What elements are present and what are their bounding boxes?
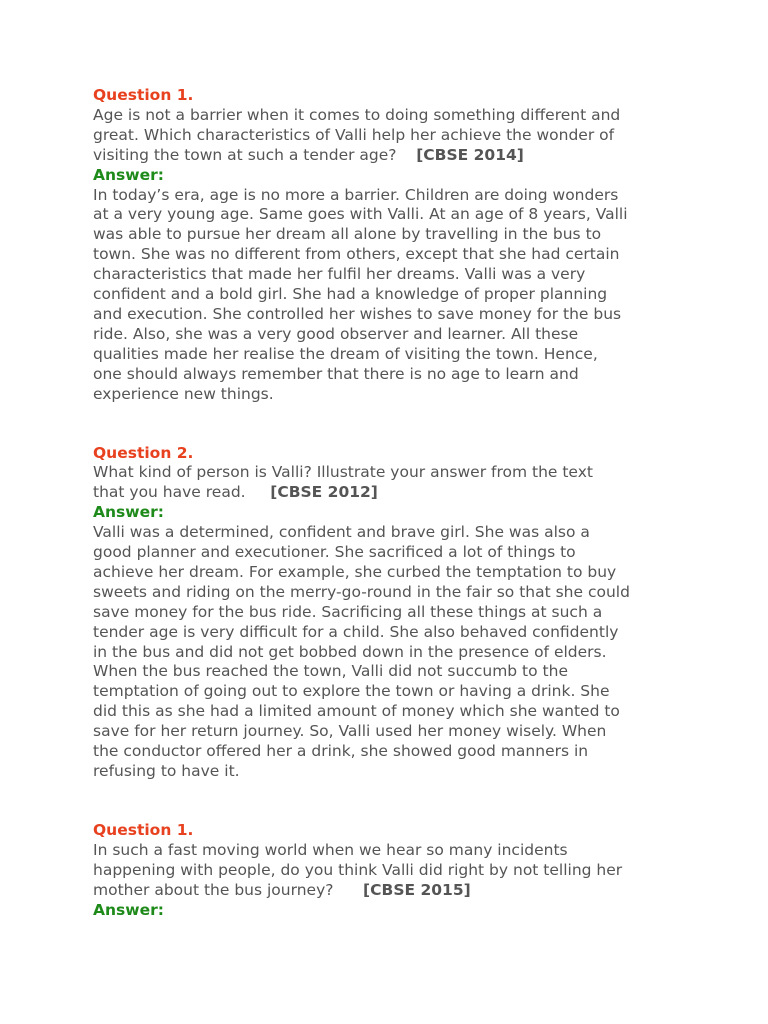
question-body: In such a fast moving world when we hear so many incidents happening with people, do you think Valli did right by not telling her mother about the bus journey? xyxy=(93,840,623,899)
answer-label: Answer: xyxy=(93,900,164,919)
question-label: Question 2. xyxy=(93,443,194,462)
qa-block-1 xyxy=(93,86,693,405)
exam-reference: [CBSE 2012] xyxy=(270,483,378,502)
question-body: What kind of person is Valli? Illustrate your answer from the text that you have read. xyxy=(93,463,593,502)
qa-block-2 xyxy=(93,444,693,782)
exam-reference: [CBSE 2015] xyxy=(363,880,471,899)
answer-label: Answer: xyxy=(93,503,164,522)
question-label: Question 1. xyxy=(93,820,194,839)
exam-reference: [CBSE 2014] xyxy=(416,145,524,164)
answer-text: In today’s era, age is no more a barrier. Children are doing wonders at a very young age. Same goes with Valli. At an age of 8 years, Valli was able to pursue her dream all alone by travelling in the bus to town. She was no different from others, except that she had certain characteristics that made her fulfil her dreams. Valli was a very confident and a bold girl. She had a knowledge of proper planning and execution. She controlled her wishes to save money for the bus ride. Also, she was a very good observer and learner. All these qualities made her realise the dream of visiting the town. Hence, one should always remember that there is no age to learn and experience new things. xyxy=(93,185,628,403)
document-page xyxy=(93,86,693,920)
answer-label: Answer: xyxy=(93,165,164,184)
question-text xyxy=(93,106,693,166)
question-label: Question 1. xyxy=(93,86,194,104)
answer-text: Valli was a determined, confident and brave girl. She was also a good planner and executioner. She sacrificed a lot of things to achieve her dream. For example, she curbed the temptation to buy sweets and riding on the merry-go-round in the fair so that she could save money for the bus ride. Sacrificing all these things at such a tender age is very difficult for a child. She also behaved confidently in the bus and did not get bobbed down in the presence of elders. When the bus reached the town, Valli did not succumb to the temptation of going out to explore the town or having a drink. She did this as she had a limited amount of money which she wanted to save for her return journey. So, Valli used her money wisely. When the conductor offered her a drink, she showed good manners in refusing to have it. xyxy=(93,523,630,780)
question-text xyxy=(93,463,693,503)
qa-block-3 xyxy=(93,821,693,921)
question-body: Age is not a barrier when it comes to doing something different and great. Which characteristics of Valli help her achieve the wonder of visiting the town at such a tender age? xyxy=(93,105,621,164)
question-text xyxy=(93,841,693,901)
